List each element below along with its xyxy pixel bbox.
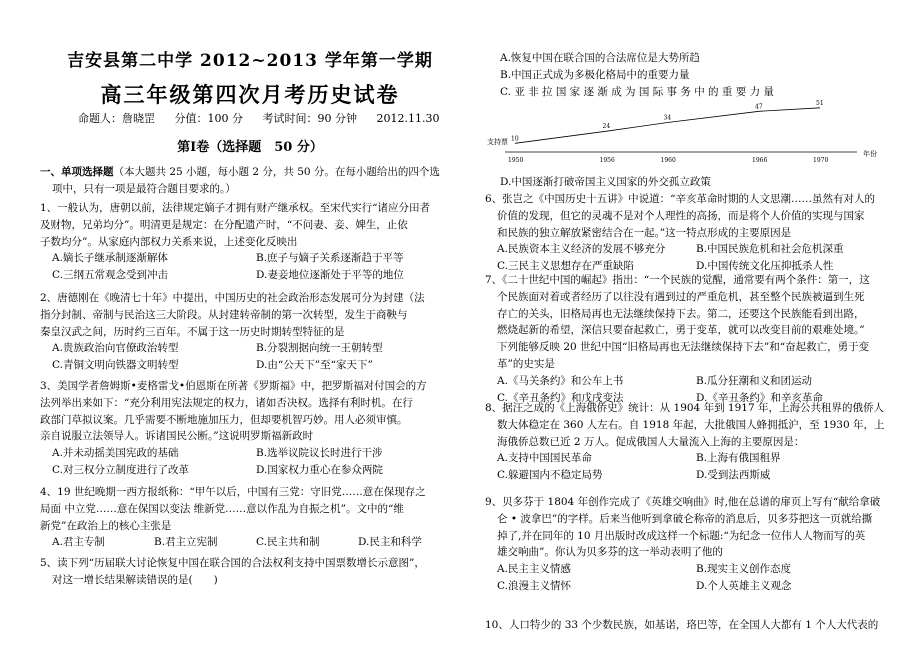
q6-option-d: D.中国传统文化压抑抵杀人性 xyxy=(696,260,834,273)
q9-option-b: B.现实主义创作态度 xyxy=(696,563,792,576)
q9-option-c: C.浪漫主义情怀 xyxy=(497,579,571,592)
section-head: 一、单项选择题 xyxy=(40,166,114,178)
q1-option-b: B.庶子与嫡子关系逐渐趋于平等 xyxy=(256,252,404,265)
q6-option-b: B.中国民族危机和社会危机深重 xyxy=(696,243,844,256)
q5-option-c: C. 亚 非 拉 国 家 逐 渐 成 为 国 际 事 务 中 的 重 要 力 量 xyxy=(500,85,774,98)
exam-meta xyxy=(78,110,458,128)
question-6 xyxy=(485,191,895,275)
q9-option-a: A.民主主义情感 xyxy=(497,563,571,576)
q5-line: 对这一增长结果解读错误的是( ) xyxy=(52,573,218,586)
exam-title: 高三年级第四次月考历史试卷 xyxy=(100,82,400,107)
q8-option-a: A.支持中国国民革命 xyxy=(497,452,592,465)
q2-line: 秦皇汉武之间，历时约三百年。不属于这一历史时期转型特征的是 xyxy=(40,325,345,338)
q6-line: 和民族的独立解放紧密结合在一起。”这一特点形成的主要原因是 xyxy=(497,226,792,239)
q7-line: 个民族面对着或者经历了以往没有遇到过的严重危机，甚至整个民族被逼到生死 xyxy=(497,290,865,303)
data-label: 47 xyxy=(755,103,763,111)
q9-option-d: D.个人英雄主义观念 xyxy=(696,579,792,592)
x-tick-label: 1966 xyxy=(752,157,768,164)
q1-option-d: D.妻妾地位逐渐处于平等的地位 xyxy=(256,269,404,282)
q8-option-c: C.躲避国内不稳定局势 xyxy=(497,469,603,482)
time: 考试时间：90 分钟 xyxy=(262,112,357,125)
q1-line: 子数均分”。从家庭内部权力关系来说，上述变化反映出 xyxy=(40,235,298,248)
part-heading: 第Ⅰ卷（选择题 50 分） xyxy=(177,140,323,155)
q3-line: 法列举出来如下：“充分利用宪法规定的权力，诸如否决权。选择有利时机。在行 xyxy=(40,396,413,409)
q3-option-a: A.并未动摇美国宪政的基础 xyxy=(52,447,179,460)
question-2 xyxy=(40,290,460,374)
votes-series-line xyxy=(515,108,820,144)
author: 命题人：詹晓罡 xyxy=(78,112,155,125)
q9-line: 掉了,并在同年的 10 月出版时改成这样一个标题:“为纪念一位伟人人物而写的英 xyxy=(497,529,866,542)
q7-line: 下列能够反映 20 世纪中国“旧格局再也无法继续保持下去”和“奋起救亡，勇于变 xyxy=(497,341,870,354)
q8-line: 8、据汪之成的《上海俄侨史》统计：从 1904 年到 1917 年，上海公共租界的俄侨人 xyxy=(485,402,884,414)
x-tick-label: 1956 xyxy=(599,157,615,164)
q1-line: 1、一般认为，唐朝以前，法律规定嫡子才拥有财产继承权。至宋代实行“诸应分田者 xyxy=(40,202,431,214)
q3-line: 政部门草拟议案。几乎需要不断地施加压力，但却要机智巧妙。用人必须审慎。 xyxy=(40,413,408,426)
votes-line-chart xyxy=(485,96,895,174)
q9-line: 仑 • 波拿巴”的字样。后来当他听到拿破仑称帝的消息后，贝多芬把这一页就给撕 xyxy=(497,512,873,525)
data-label: 24 xyxy=(602,123,611,131)
x-tick-label: 1960 xyxy=(660,157,676,164)
x-tick-label: 1950 xyxy=(508,157,524,164)
q5-option-b: B.中国正式成为多极化格局中的重要力量 xyxy=(500,68,690,81)
exam-school-title: 吉安县第二中学 2012~2013 学年第一学期 xyxy=(67,51,433,71)
q3-line: 3、美国学者詹姆斯•麦格雷戈•伯恩斯在所著《罗斯福》中，把罗斯福对付国会的方 xyxy=(40,380,427,392)
question-1 xyxy=(40,200,460,284)
data-label: 51 xyxy=(816,99,824,107)
q7-option-d: D.《辛丑条约》和辛亥革命 xyxy=(696,391,823,404)
question-3 xyxy=(40,378,460,479)
section-instructions xyxy=(40,164,460,198)
q6-line: 价值的发现，但它的灵魂不是对个人理性的高扬，而是将个人价值的实现与国家 xyxy=(497,209,865,222)
section-desc-1: （本大题共 25 小题，每小题 2 分，共 50 分。在每小题给出的四个选 xyxy=(113,166,440,178)
chart-x-label: 年份 xyxy=(863,150,877,158)
question-7 xyxy=(485,272,895,406)
q3-line: 亲自说服立法领导人。诉诸国民公断。”这说明罗斯福新政时 xyxy=(40,430,314,443)
q4-line: 新党”在政治上的核心主张是 xyxy=(40,519,172,532)
q7-option-a: A.《马关条约》和公车上书 xyxy=(497,374,624,387)
chart-y-label: 支持票 xyxy=(487,138,508,146)
question-5-options-ac xyxy=(500,50,900,100)
q8-option-d: D.受到法西斯威 xyxy=(696,469,771,482)
q2-option-c: C.青铜文明向铁器文明转型 xyxy=(52,359,179,372)
q2-line: 指分封制、帝制与民治这三大阶段。从封建转帝制的第一次转型，发生于商鞅与 xyxy=(40,308,408,321)
question-5 xyxy=(40,555,460,589)
question-5-option-d xyxy=(500,174,900,191)
q2-line: 2、唐德刚在《晚清七十年》中提出，中国历史的社会政治形态发展可分为封建（法 xyxy=(40,292,425,304)
q8-line: 海俄侨总数已近 2 万人。促成俄国人大量流入上海的主要原因是： xyxy=(497,435,805,448)
q5-line: 5、读下列“历届联大讨论恢复中国在联合国的合法权利支持中国票数增长示意图”， xyxy=(40,557,425,569)
q9-line: 9、贝多芬于 1804 年创作完成了《英雄交响曲》时,他在总谱的扉页上写有“献给拿破 xyxy=(485,496,881,508)
q5-option-a: A.恢复中国在联合国的合法席位是大势所趋 xyxy=(500,52,700,64)
q4-option-a: A.君主专制 xyxy=(52,536,105,549)
q3-option-d: D.国家权力重心在参众两院 xyxy=(256,463,383,476)
section-desc-2: 项中，只有一项是最符合题目要求的。） xyxy=(52,182,236,195)
q10-line: 10、人口特少的 33 个少数民族，如基诺，珞巴等，在全国人大都有 1 个人大代表的 xyxy=(485,619,879,631)
score: 分值：100 分 xyxy=(174,112,243,125)
q6-option-c: C.三民主义思想存在严重缺陷 xyxy=(497,260,634,273)
q4-line: 局面 中立党……意在保国以变法 维新党……意以作乱为自振之机”。文中的“维 xyxy=(40,502,404,515)
q6-line: 6、张岂之《中国历史十五讲》中说道：“辛亥革命时期的人文思潮……虽然有对人的 xyxy=(485,193,876,205)
q7-option-c: C.《辛丑条约》和戊戌变法 xyxy=(497,391,624,404)
q1-option-a: A.嫡长子继承制逐渐解体 xyxy=(52,252,168,265)
x-tick-label: 1970 xyxy=(813,157,829,164)
question-8 xyxy=(485,400,895,484)
q8-line: 数大体稳定在 360 人左右。自 1918 年起，大批俄国人蜂拥抵沪，至 1930 年，上 xyxy=(497,418,885,431)
q4-option-b: B.君主立宪制 xyxy=(154,536,218,549)
q8-option-b: B.上海有俄国租界 xyxy=(696,452,781,465)
q7-option-b: B.瓜分狂潮和义和团运动 xyxy=(696,374,813,387)
q1-option-c: C.三纲五常观念受到冲击 xyxy=(52,269,168,282)
date: 2012.11.30 xyxy=(376,112,440,125)
q4-line: 4、19 世纪晚期一西方报纸称：“甲午以后，中国有三党：守旧党……意在保现存之 xyxy=(40,486,426,498)
q6-option-a: A.民族资本主义经济的发展不够充分 xyxy=(497,243,666,256)
data-label: 34 xyxy=(663,114,672,122)
q3-option-b: B.选举议院议长时进行干涉 xyxy=(256,447,383,460)
question-4 xyxy=(40,484,460,551)
q2-option-d: D.由“公天下”至“家天下” xyxy=(256,359,373,372)
q4-option-c: C.民主共和制 xyxy=(256,536,320,549)
q9-line: 雄交响曲”。你认为贝多芬的这一举动表明了他的 xyxy=(497,546,723,559)
q2-option-a: A.贵族政治向官僚政治转型 xyxy=(52,342,179,355)
q2-option-b: B.分裂割据向统一王朝转型 xyxy=(256,342,383,355)
q5-option-d: D.中国逐渐打破帝国主义国家的外交孤立政策 xyxy=(500,176,711,188)
q4-option-d: D.民主和科学 xyxy=(358,536,422,549)
q1-line: 及财物，兄弟均分”。明清更是规定：在分配遗产时，“不问妻、妾、婢生，止依 xyxy=(40,218,408,231)
q7-line: 燃烧起新的希望，深信只要奋起救亡，勇于变革，就可以改变目前的艰难处境。” xyxy=(497,324,865,337)
q7-line: 革”的史实是 xyxy=(497,357,555,370)
q3-option-c: C.对三权分立制度进行了改革 xyxy=(52,463,189,476)
q7-line: 7、《二十世纪中国的崛起》指出：“一个民族的觉醒，通常要有两个条件：第一，这 xyxy=(485,274,870,286)
question-9 xyxy=(485,494,895,595)
data-label: 10 xyxy=(511,135,519,143)
q7-line: 存亡的关头，旧格局再也无法继续保持下去。第二，还要这个民族能看到出路， xyxy=(497,307,865,320)
question-10 xyxy=(485,617,895,634)
